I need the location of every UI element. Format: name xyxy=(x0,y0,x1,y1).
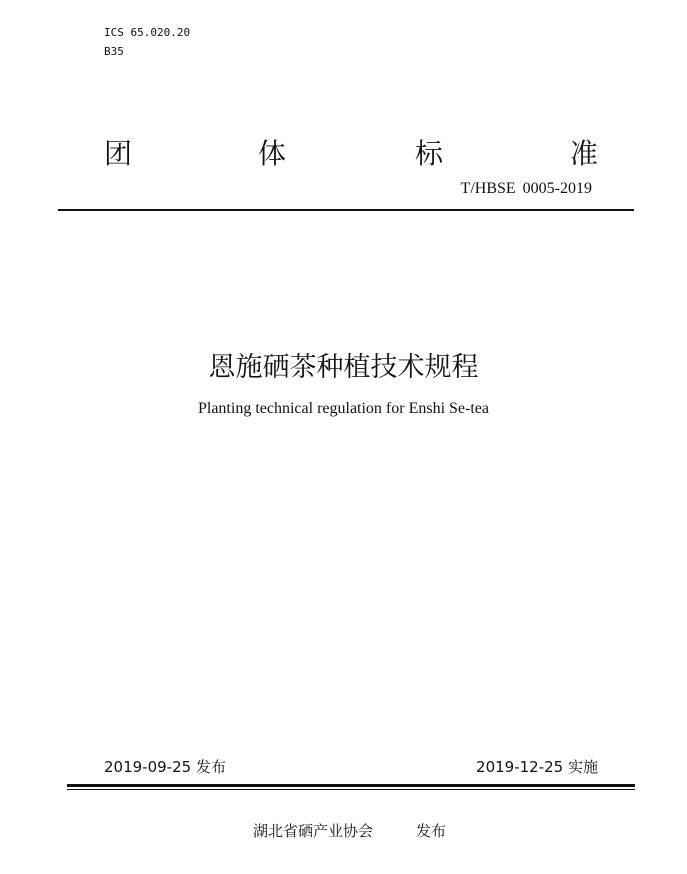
document-title-en: Planting technical regulation for Enshi Se-tea xyxy=(197,400,490,417)
footer-divider-thin xyxy=(67,789,635,790)
publisher-name: 湖北省硒产业协会 xyxy=(253,822,374,840)
standard-type-char-1: 团 xyxy=(104,137,133,170)
publish-date: 2019-09-25 发布 xyxy=(104,758,226,776)
standard-type-char-3: 标 xyxy=(415,137,444,170)
standard-number: T/HBSE 0005-2019 xyxy=(460,180,592,197)
header-divider xyxy=(58,209,634,211)
standard-type-char-4: 准 xyxy=(570,137,599,170)
implement-date: 2019-12-25 实施 xyxy=(476,758,598,776)
footer-divider-thick xyxy=(67,784,635,787)
standard-type-char-2: 体 xyxy=(258,137,287,170)
ics-code: ICS 65.020.20 xyxy=(104,26,191,39)
publisher-action: 发布 xyxy=(416,822,447,840)
document-title-cn: 恩施硒茶种植技术规程 xyxy=(208,352,479,383)
ccs-code: B35 xyxy=(104,45,124,58)
